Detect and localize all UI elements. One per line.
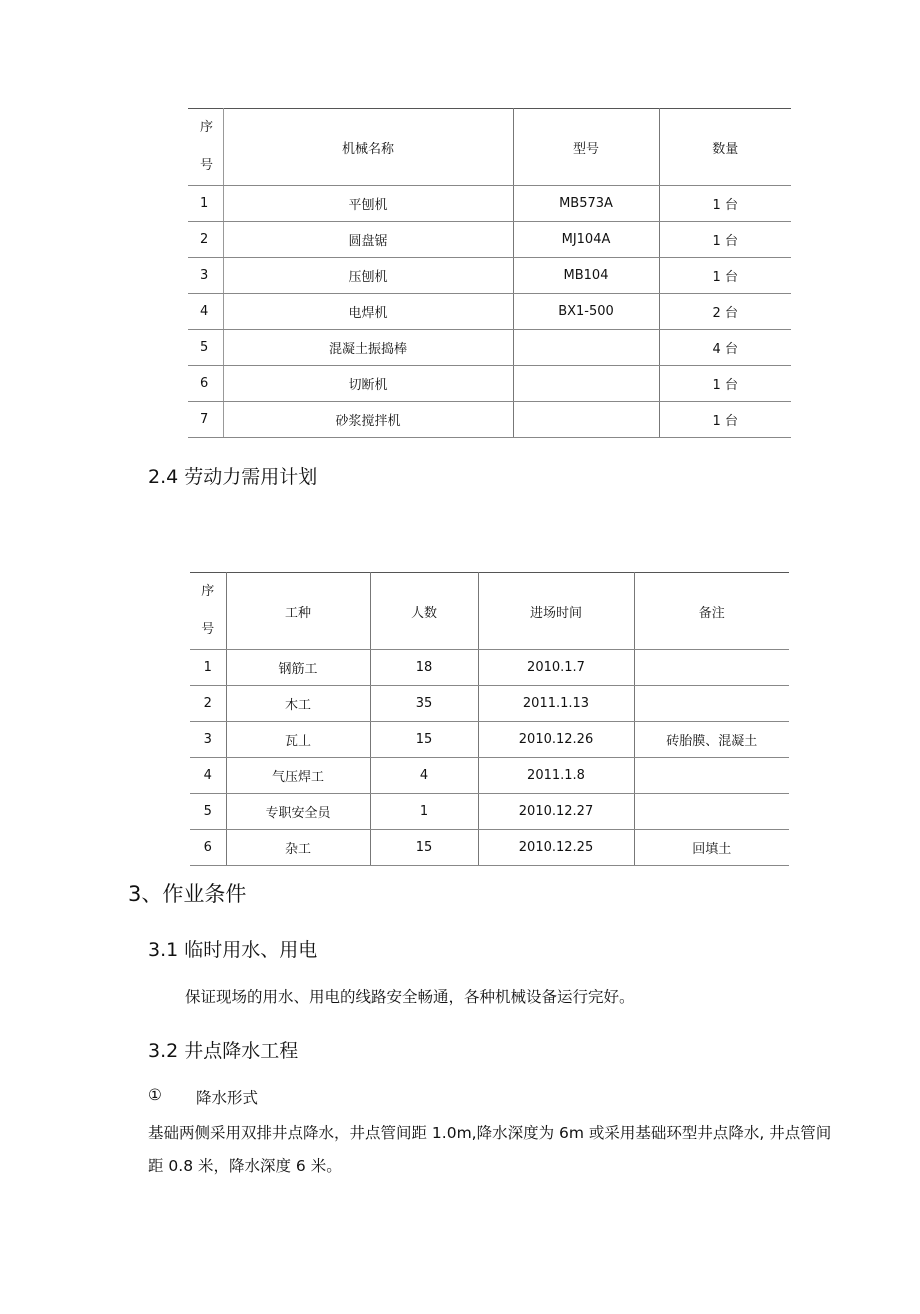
item-1-title: 降水形式 [196,1089,259,1107]
table-row: 4 气压焊工 4 2011.1.8 [190,758,789,794]
section-2-4-heading: 2.4 劳动力需用计划 [148,466,318,488]
table-row: 1 平刨机 MB573A 1 台 [188,186,791,222]
para-3-1: 保证现场的用水、用电的线路安全畅通，各种机械设备运行完好。 [185,988,635,1006]
model-header: 型号 [513,109,659,186]
table-row: 1 钢筋工 18 2010.1.7 [190,650,789,686]
table-row: 6 切断机 1 台 [188,366,791,402]
machinery-table [188,108,791,438]
table-row: 4 电焊机 BX1-500 2 台 [188,294,791,330]
para-3-2-line1: 基础两侧采用双排井点降水，井点管间距 1.0m,降水深度为 6m 或采用基础环型井点降水, 井点管间 [148,1124,832,1142]
remark-header: 备注 [634,573,789,650]
table-row: 3 压刨机 MB104 1 台 [188,258,791,294]
section-3-heading: 3、作业条件 [128,882,247,906]
item-1-marker: ① [148,1086,162,1104]
seq-header: 序 号 [190,573,226,650]
table-row: 6 杂工 15 2010.12.25 回填土 [190,830,789,866]
table-row: 5 混凝土振捣棒 4 台 [188,330,791,366]
table-header-row [190,573,789,650]
table-row: 5 专职安全员 1 2010.12.27 [190,794,789,830]
para-3-2-line2: 距 0.8 米，降水深度 6 米。 [148,1157,342,1175]
table-row: 2 木工 35 2011.1.13 [190,686,789,722]
name-header: 机械名称 [223,109,513,186]
table-header-row [188,109,791,186]
qty-header: 数量 [659,109,791,186]
seq-header: 序 号 [188,109,223,186]
section-3-1-heading: 3.1 临时用水、用电 [148,939,318,961]
labor-table [190,572,789,866]
section-3-2-heading: 3.2 井点降水工程 [148,1040,299,1062]
table-row: 3 瓦丄 15 2010.12.26 砖胎膜、混凝土 [190,722,789,758]
date-header: 进场时间 [478,573,634,650]
table-row: 7 砂浆搅拌机 1 台 [188,402,791,438]
count-header: 人数 [370,573,478,650]
trade-header: 工种 [226,573,370,650]
table-row: 2 圆盘锯 MJ104A 1 台 [188,222,791,258]
